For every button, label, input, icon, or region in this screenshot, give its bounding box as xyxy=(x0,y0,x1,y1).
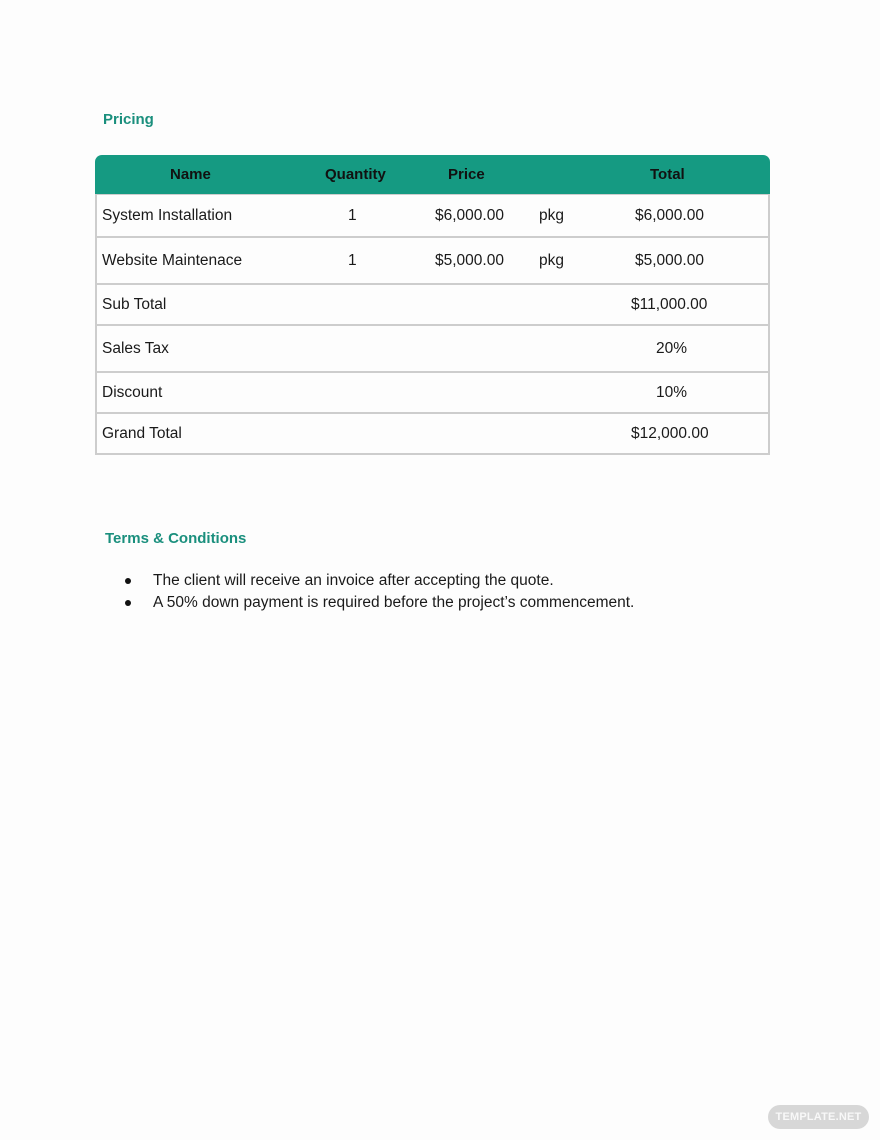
terms-item-text: The client will receive an invoice after accepting the quote. xyxy=(153,572,554,589)
summary-value: 10% xyxy=(656,383,688,401)
pricing-heading: Pricing xyxy=(103,111,154,128)
item-quantity: 1 xyxy=(348,251,357,269)
bullet-icon xyxy=(125,578,131,584)
summary-label: Sub Total xyxy=(102,295,167,313)
header-quantity: Quantity xyxy=(325,166,386,183)
item-name: Website Maintenace xyxy=(102,251,243,269)
summary-row-sales-tax xyxy=(97,324,768,371)
table-row xyxy=(97,236,768,283)
item-quantity: 1 xyxy=(348,206,357,224)
summary-value: $11,000.00 xyxy=(631,295,708,313)
pricing-table xyxy=(95,155,770,455)
summary-row-discount xyxy=(97,371,768,412)
table-row xyxy=(97,194,768,236)
summary-row-grand-total xyxy=(97,412,768,453)
table-body xyxy=(95,194,770,455)
bullet-icon xyxy=(125,600,131,606)
table-header xyxy=(95,155,770,194)
terms-list xyxy=(125,570,634,614)
summary-label: Grand Total xyxy=(102,424,182,442)
header-price: Price xyxy=(448,166,485,183)
item-total: $5,000.00 xyxy=(635,251,704,269)
header-name: Name xyxy=(170,166,211,183)
item-total: $6,000.00 xyxy=(635,206,704,224)
summary-label: Discount xyxy=(102,383,163,401)
terms-item-text: A 50% down payment is required before the project’s commencement. xyxy=(153,594,635,611)
summary-label: Sales Tax xyxy=(102,339,169,357)
header-total: Total xyxy=(650,166,685,183)
item-price: $6,000.00 xyxy=(435,206,504,224)
terms-item xyxy=(125,570,634,592)
summary-row-subtotal xyxy=(97,283,768,324)
item-price: $5,000.00 xyxy=(435,251,504,269)
template-watermark: TEMPLATE.NET xyxy=(768,1105,869,1129)
terms-item xyxy=(125,592,634,614)
summary-value: 20% xyxy=(656,339,688,357)
item-unit: pkg xyxy=(539,206,564,224)
summary-value: $12,000.00 xyxy=(631,424,709,442)
item-name: System Installation xyxy=(102,206,233,224)
terms-heading: Terms & Conditions xyxy=(105,530,247,547)
item-unit: pkg xyxy=(539,251,564,269)
